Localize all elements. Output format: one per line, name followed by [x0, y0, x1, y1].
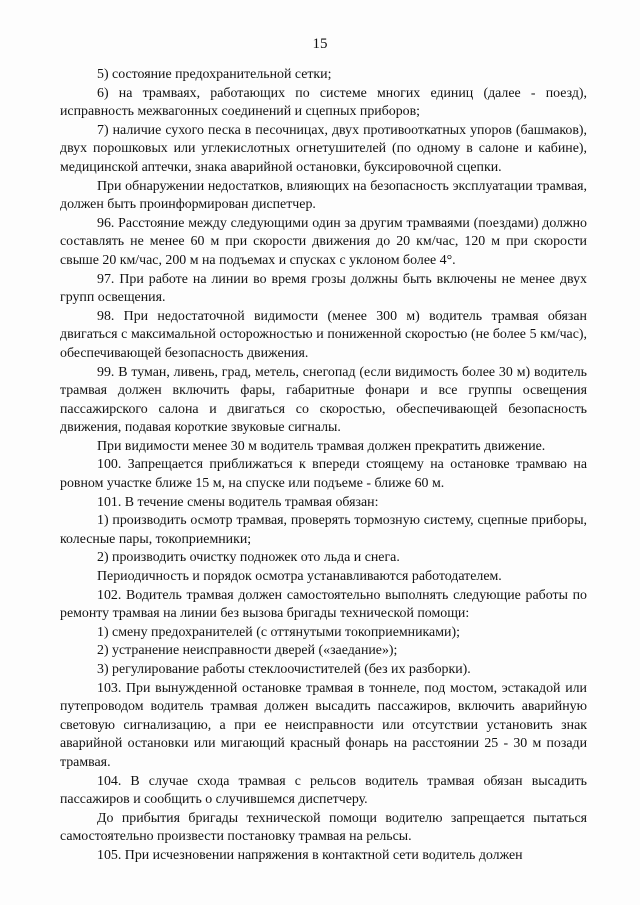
paragraph: 1) смену предохранителей (с оттянутыми токоприемниками); — [97, 624, 460, 640]
paragraph: 5) состояние предохранительной сетки; — [97, 67, 332, 82]
document-body — [60, 66, 587, 866]
paragraph-97: 97. При работе на линии во время грозы должны быть включены не менее двух групп освещения. — [60, 271, 587, 306]
paragraph-100: 100. Запрещается приближаться к впереди стоящему на остановке трамваю на ровном участке ближе 15 м, на спуске или подъеме - ближе 60 м. — [60, 457, 587, 492]
paragraph: 1) производить осмотр трамвая, проверять тормозную систему, сцепные приборы, колесные пары, токоприемники; — [60, 513, 587, 547]
paragraph: Периодичность и порядок осмотра устанавливаются работодателем. — [97, 569, 502, 585]
paragraph: 6) на трамваях, работающих по системе многих единиц (далее - поезд), исправность межвагонных соединений и сцепных приборов; — [60, 85, 587, 120]
paragraph-99: 99. В туман, ливень, град, метель, снегопад (если видимость более 30 м) водитель трамвая должен включить фары, габаритные фонари и все группы освещения пассажирского салона и двигаться со скоростью, обеспечивающей безопасность движения, подавая короткие звуковые сигналы. — [60, 364, 587, 436]
paragraph-96: 96. Расстояние между следующими один за другим трамваями (поездами) должно составлять не менее 60 м при скорости движения до 20 км/час, 120 м при скорости свыше 20 км/час, 200 м на подъемах и спусках с уклоном более 4°. — [60, 215, 587, 268]
page-number: 15 — [312, 36, 328, 52]
paragraph: При видимости менее 30 м водитель трамвая должен прекратить движение. — [97, 438, 546, 454]
paragraph: 2) устранение неисправности дверей («заедание»); — [97, 643, 398, 659]
paragraph-104: 104. В случае схода трамвая с рельсов водитель трамвая обязан высадить пассажиров и сообщить о случившемся диспетчеру. — [60, 773, 587, 808]
paragraph: 2) производить очистку подножек ото льда и снега. — [97, 550, 400, 566]
paragraph: 7) наличие сухого песка в песочницах, двух противооткатных упоров (башмаков), двух порошковых или углекислотных огнетушителей (по одному в салоне и кабине), медицинской аптечки, знака аварийной остановки, буксировочной сцепки. — [60, 122, 587, 175]
paragraph: 3) регулирование работы стеклоочистителей (без их разборки). — [97, 662, 471, 677]
paragraph-102: 102. Водитель трамвая должен самостоятельно выполнять следующие работы по ремонту трамвая на линии без вызова бригады технической помощи: — [60, 587, 587, 622]
paragraph-103: 103. При вынужденной остановке трамвая в тоннеле, под мостом, эстакадой или путепроводом водитель трамвая должен высадить пассажиров, включить аварийную световую сигнализацию, а при ее неисправности или отсутствии установить знак аварийной остановки или мигающий красный фонарь на расстоянии 25 - 30 м позади трамвая. — [60, 680, 587, 770]
paragraph: При обнаружении недостатков, влияющих на безопасность эксплуатации трамвая, должен быть проинформирован диспетчер. — [60, 178, 587, 213]
paragraph: До прибытия бригады технической помощи водителю запрещается пытаться самостоятельно произвести постановку трамвая на рельсы. — [60, 810, 587, 845]
paragraph-105: 105. При исчезновении напряжения в контактной сети водитель должен — [97, 847, 523, 863]
paragraph-98: 98. При недостаточной видимости (менее 300 м) водитель трамвая обязан двигаться с максимальной осторожностью и пониженной скоростью (не более 5 км/час), обеспечивающей безопасность движения. — [60, 308, 587, 361]
paragraph-101: 101. В течение смены водитель трамвая обязан: — [97, 494, 379, 510]
